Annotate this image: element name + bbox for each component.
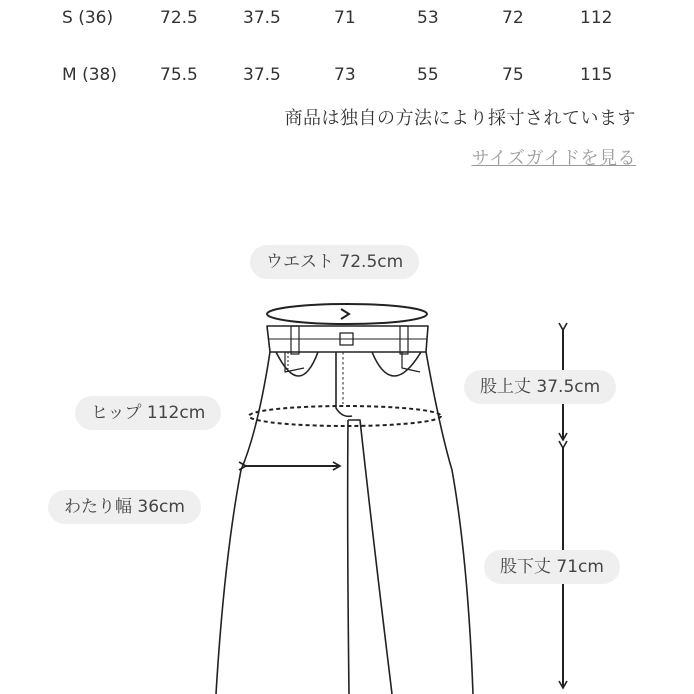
size-label: S (36)	[62, 8, 114, 28]
size-value: 55	[417, 65, 439, 85]
thigh-label: わたり幅 36cm	[48, 490, 201, 524]
size-value: 112	[580, 8, 613, 28]
measurement-note: 商品は独自の方法により採寸されています	[284, 108, 636, 129]
size-value: 75	[502, 65, 524, 85]
size-value: 71	[334, 8, 356, 28]
waist-measure-arrow	[267, 304, 427, 324]
size-value: 72.5	[160, 8, 198, 28]
inseam-label: 股下丈 71cm	[484, 550, 620, 584]
size-value: 73	[334, 65, 356, 85]
rise-label: 股上丈 37.5cm	[464, 370, 616, 404]
size-value: 37.5	[243, 8, 281, 28]
size-value: 75.5	[160, 65, 198, 85]
size-value: 53	[417, 8, 439, 28]
size-label: M (38)	[62, 65, 117, 85]
size-value: 115	[580, 65, 613, 85]
pants-outline	[216, 326, 473, 694]
size-guide-link[interactable]: サイズガイドを見る	[471, 148, 636, 169]
hip-label: ヒップ 112cm	[75, 396, 221, 430]
size-value: 72	[502, 8, 524, 28]
size-value: 37.5	[243, 65, 281, 85]
waist-label: ウエスト 72.5cm	[250, 245, 419, 279]
